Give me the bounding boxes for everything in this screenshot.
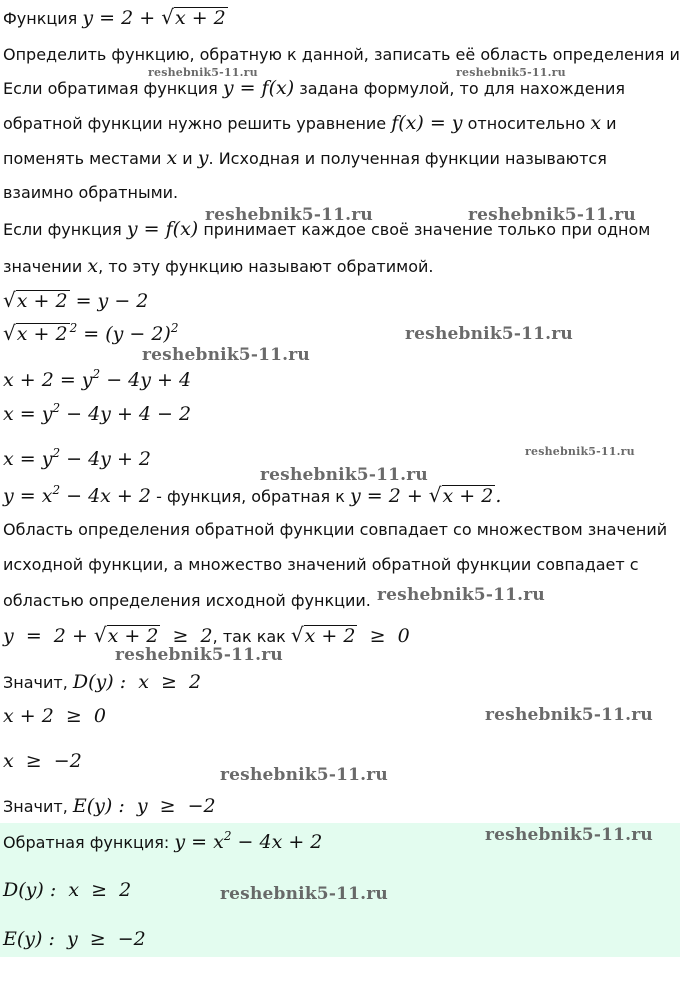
result-range: E(y) : y ≥ −2	[3, 928, 146, 950]
rule-text: . Исходная и полученная функции называются	[208, 149, 607, 168]
watermark-text: reshebnik5-11.ru	[485, 705, 653, 725]
inverse-note: - функция, обратная к	[156, 487, 345, 506]
therefore-text: Значит,	[3, 797, 68, 816]
formula-function: y = 2 + √x + 2 .	[349, 483, 502, 507]
step-4: $x = y^2 - 4y + 4 - 2$	[3, 401, 192, 425]
rule-text: задана формулой, то для нахождения	[299, 79, 626, 98]
formula-inverse: $y = x^2 - 4x + 2$	[174, 829, 323, 853]
var-x: x	[166, 147, 178, 169]
rule-line-4: взаимно обратными.	[3, 183, 179, 202]
domain-line-3: областью определения исходной функции.	[3, 591, 371, 610]
step-6	[3, 485, 501, 507]
var-x: x	[590, 112, 602, 134]
range-result-line	[3, 796, 216, 817]
range-line	[3, 625, 410, 647]
rule-line-1	[3, 78, 625, 99]
watermark-text: reshebnik5-11.ru	[456, 66, 566, 79]
title-label: Функция	[3, 9, 78, 28]
watermark-text: reshebnik5-11.ru	[377, 585, 545, 605]
rule-text: и	[606, 114, 617, 133]
watermark-text: reshebnik5-11.ru	[468, 205, 636, 225]
watermark-text: reshebnik5-11.ru	[405, 324, 573, 344]
rule-text: и	[182, 149, 193, 168]
watermark-text: reshebnik5-11.ru	[142, 345, 310, 365]
result-line	[3, 829, 323, 853]
watermark-text: reshebnik5-11.ru	[525, 445, 635, 458]
watermark-text: reshebnik5-11.ru	[205, 205, 373, 225]
definition-text: , то эту функцию называют обратимой.	[98, 257, 434, 276]
formula-domain: D(y) : x ≥ 2	[72, 671, 202, 693]
condition-step-1: x + 2 ≥ 0	[3, 705, 106, 727]
rule-line-3	[3, 148, 607, 169]
watermark-text: reshebnik5-11.ru	[260, 465, 428, 485]
rule-text: обратной функции нужно решить уравнение	[3, 114, 387, 133]
formula-y-fx: y = f(x)	[126, 218, 199, 240]
condition-step-2: x ≥ −2	[3, 750, 82, 772]
watermark-text: reshebnik5-11.ru	[220, 884, 388, 904]
rule-line-2	[3, 113, 617, 134]
result-domain: D(y) : x ≥ 2	[3, 879, 132, 901]
therefore-text: Значит,	[3, 673, 68, 692]
step-2: √x + 2 $^2 = (y - 2)^2$	[3, 321, 179, 345]
watermark-text: reshebnik5-11.ru	[220, 765, 388, 785]
domain-line-1: Область определения обратной функции совпадает со множеством значений	[3, 520, 668, 539]
formula-inverse: $y = x^2 - 4x + 2$	[3, 483, 151, 507]
rule-text: поменять местами	[3, 149, 162, 168]
definition-text: значении	[3, 257, 83, 276]
formula-range: y = 2 + √x + 2 ≥ 2	[3, 623, 213, 647]
formula-fx-y: f(x) = y	[391, 112, 463, 134]
watermark-text: reshebnik5-11.ru	[485, 825, 653, 845]
task-text: Определить функцию, обратную к данной, записать её область определения и	[3, 45, 680, 64]
formula-range-result: E(y) : y ≥ −2	[72, 795, 216, 817]
step-3: $x + 2 = y^2 - 4y + 4$	[3, 367, 192, 391]
watermark-text: reshebnik5-11.ru	[115, 645, 283, 665]
definition-text: Если функция	[3, 220, 122, 239]
title-line	[3, 7, 228, 29]
step-5: $x = y^2 - 4y + 2$	[3, 446, 152, 470]
watermark-text: reshebnik5-11.ru	[148, 66, 258, 79]
step-1: √x + 2 = y − 2	[3, 288, 149, 312]
formula-y-fx: y = f(x)	[222, 77, 295, 99]
domain-result-line	[3, 672, 201, 693]
rule-text: Если обратимая функция	[3, 79, 218, 98]
domain-line-2: исходной функции, а множество значений обратной функции совпадает с	[3, 555, 639, 574]
var-y: y	[197, 147, 209, 169]
formula-function: y = 2 + √x + 2	[82, 5, 226, 29]
rule-text: относительно	[467, 114, 586, 133]
result-label: Обратная функция:	[3, 833, 170, 852]
since-text: , так как	[212, 627, 286, 646]
formula-root-nonneg: √x + 2 ≥ 0	[290, 623, 410, 647]
var-x: x	[87, 255, 99, 277]
definition-text: принимает каждое своё значение только при одном	[203, 220, 651, 239]
definition-line-2	[3, 256, 433, 277]
